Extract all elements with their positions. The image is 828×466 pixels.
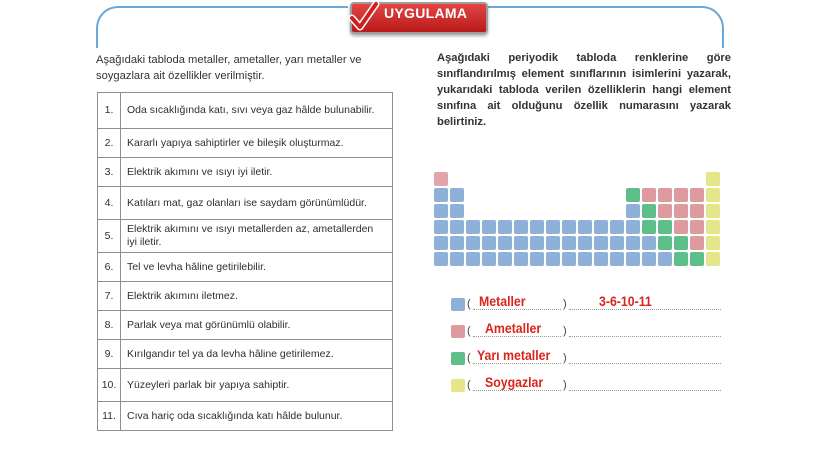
element-cell: [674, 236, 688, 250]
table-row: [98, 340, 393, 369]
property-text: Kararlı yapıya sahiptirler ve bileşik oluşturmaz.: [121, 129, 393, 158]
element-cell: [626, 204, 640, 218]
element-cell: [578, 236, 592, 250]
element-cell: [690, 220, 704, 234]
element-cell: [626, 220, 640, 234]
element-cell: [514, 236, 528, 250]
element-cell: [626, 236, 640, 250]
numbers-blank: [569, 336, 721, 337]
element-cell: [498, 252, 512, 266]
element-cell: [642, 236, 656, 250]
element-cell: [658, 204, 672, 218]
header-frame-right: [476, 6, 724, 48]
element-cell: [706, 172, 720, 186]
element-cell: [546, 220, 560, 234]
answer-soygaz: Soygazlar: [485, 374, 544, 390]
table-row: [98, 129, 393, 158]
element-cell: [610, 252, 624, 266]
element-cell: [674, 204, 688, 218]
element-cell: [594, 236, 608, 250]
paren-close: ): [563, 379, 567, 391]
property-text: Yüzeyleri parlak bir yapıya sahiptir.: [121, 369, 393, 402]
element-cell: [594, 220, 608, 234]
checkmark-icon: [346, 0, 380, 34]
element-cell: [658, 236, 672, 250]
answer-blank: [473, 336, 561, 337]
paren-open: (: [467, 325, 471, 337]
element-cell: [706, 188, 720, 202]
paren-close: ): [563, 352, 567, 364]
property-number: 8.: [98, 311, 121, 340]
answer-ametal: Ametaller: [485, 320, 542, 336]
element-cell: [642, 188, 656, 202]
paren-open: (: [467, 379, 471, 391]
table-row: [98, 402, 393, 431]
element-cell: [434, 204, 448, 218]
paren-close: ): [563, 325, 567, 337]
element-cell: [434, 188, 448, 202]
property-text: Elektrik akımını ve ısıyı metallerden az, ametallerden iyi iletir.: [121, 220, 393, 253]
element-cell: [658, 188, 672, 202]
answer-blank: [473, 390, 561, 391]
element-cell: [578, 252, 592, 266]
element-cell: [706, 252, 720, 266]
element-cell: [642, 204, 656, 218]
element-cell: [546, 236, 560, 250]
element-cell: [706, 220, 720, 234]
intro-text: Aşağıdaki tabloda metaller, ametaller, yarı metaller ve soygazlara ait özellikler verilmiştir.: [96, 54, 362, 82]
property-text: Katıları mat, gaz olanları ise saydam görünümlüdür.: [121, 187, 393, 220]
element-cell: [434, 172, 448, 186]
property-number: 6.: [98, 253, 121, 282]
table-row: [98, 158, 393, 187]
legend-swatch-soygaz: [451, 379, 465, 392]
answer-metal-numbers: 3-6-10-11: [599, 293, 652, 309]
element-cell: [450, 188, 464, 202]
property-text: Tel ve levha hâline getirilebilir.: [121, 253, 393, 282]
property-number: 5.: [98, 220, 121, 253]
element-cell: [674, 220, 688, 234]
element-cell: [562, 252, 576, 266]
element-cell: [674, 188, 688, 202]
element-cell: [498, 236, 512, 250]
legend-swatch-yarimetal: [451, 352, 465, 365]
property-number: 1.: [98, 93, 121, 129]
answer-metal: Metaller: [479, 293, 526, 309]
element-cell: [482, 252, 496, 266]
legend-row-yarimetal: [451, 347, 723, 367]
table-row: [98, 220, 393, 253]
element-cell: [690, 252, 704, 266]
element-cell: [610, 220, 624, 234]
paren-open: (: [467, 352, 471, 364]
element-cell: [434, 236, 448, 250]
uygulama-badge: [340, 0, 488, 40]
header-frame-left: [96, 6, 348, 48]
property-text: Parlak veya mat görünümlü olabilir.: [121, 311, 393, 340]
table-row: [98, 93, 393, 129]
property-text: Elektrik akımını iletmez.: [121, 282, 393, 311]
property-number: 10.: [98, 369, 121, 402]
element-cell: [690, 188, 704, 202]
property-text: Kırılgandır tel ya da levha hâline getirilemez.: [121, 340, 393, 369]
element-cell: [610, 236, 624, 250]
element-cell: [434, 220, 448, 234]
element-cell: [466, 220, 480, 234]
element-cell: [466, 252, 480, 266]
property-number: 3.: [98, 158, 121, 187]
numbers-blank: [569, 309, 721, 310]
question-text: Aşağıdaki periyodik tabloda renklerine göre sınıflandırılmış element sınıflarının isimlerini yazarak, yukarıdaki tabloda verilen özelliklerin hangi element sınıfına ait olduğunu özellik numarasını yazarak belirtiniz.: [437, 52, 731, 128]
element-cell: [578, 220, 592, 234]
legend-swatch-ametal: [451, 325, 465, 338]
element-cell: [562, 220, 576, 234]
element-cell: [658, 252, 672, 266]
legend-swatch-metal: [451, 298, 465, 311]
table-row: [98, 253, 393, 282]
property-text: Oda sıcaklığında katı, sıvı veya gaz hâlde bulunabilir.: [121, 93, 393, 129]
element-cell: [530, 220, 544, 234]
property-text: Elektrik akımını ve ısıyı iyi iletir.: [121, 158, 393, 187]
paren-open: (: [467, 298, 471, 310]
element-cell: [690, 236, 704, 250]
element-cell: [498, 220, 512, 234]
element-cell: [434, 252, 448, 266]
legend-row-soygaz: [451, 374, 723, 394]
table-row: [98, 187, 393, 220]
property-number: 2.: [98, 129, 121, 158]
element-cell: [562, 236, 576, 250]
element-cell: [530, 236, 544, 250]
element-cell: [450, 236, 464, 250]
property-number: 7.: [98, 282, 121, 311]
table-row: [98, 369, 393, 402]
legend-row-ametal: [451, 320, 723, 340]
element-cell: [674, 252, 688, 266]
element-cell: [514, 252, 528, 266]
element-cell: [450, 252, 464, 266]
element-cell: [642, 220, 656, 234]
answer-yarimetal: Yarı metaller: [477, 347, 551, 363]
element-cell: [466, 236, 480, 250]
property-number: 11.: [98, 402, 121, 431]
numbers-blank: [569, 390, 721, 391]
numbers-blank: [569, 363, 721, 364]
element-cell: [514, 220, 528, 234]
property-text: Cıva hariç oda sıcaklığında katı hâlde bulunur.: [121, 402, 393, 431]
element-cell: [594, 252, 608, 266]
element-cell: [450, 204, 464, 218]
element-cell: [690, 204, 704, 218]
property-number: 4.: [98, 187, 121, 220]
answer-blank: [473, 363, 561, 364]
property-number: 9.: [98, 340, 121, 369]
properties-table: [97, 92, 393, 431]
element-cell: [482, 236, 496, 250]
table-row: [98, 311, 393, 340]
element-cell: [706, 204, 720, 218]
element-cell: [706, 236, 720, 250]
element-cell: [450, 220, 464, 234]
badge-label: UYGULAMA: [384, 5, 468, 21]
element-cell: [626, 188, 640, 202]
element-cell: [530, 252, 544, 266]
element-cell: [658, 220, 672, 234]
answer-blank: [473, 309, 561, 310]
element-cell: [626, 252, 640, 266]
legend-row-metal: [451, 293, 723, 313]
table-row: [98, 282, 393, 311]
element-cell: [482, 220, 496, 234]
element-cell: [546, 252, 560, 266]
paren-close: ): [563, 298, 567, 310]
element-cell: [642, 252, 656, 266]
